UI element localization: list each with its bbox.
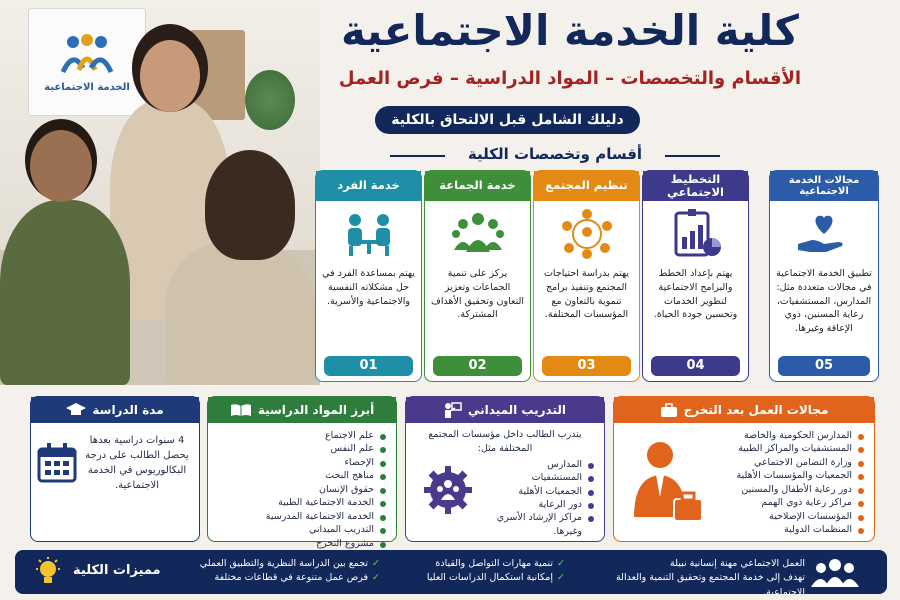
briefcase-icon <box>660 403 678 418</box>
subject-item: مشروع التخرج <box>214 537 386 550</box>
job-item: المستشفيات والمراكز الطبية <box>710 442 864 455</box>
dept-card-description: يهتم بدراسة احتياجات المجتمع وتنفيذ برامج تنموية بالتعاون مع المؤسسات المختلفة. <box>543 268 629 321</box>
dept-card-title: تنظيم المجتمع <box>534 171 639 201</box>
subjects-panel <box>207 396 397 549</box>
duration-text: 4 سنوات دراسية بعدها يحصل الطالب على درجة البكالوريوس في الخدمة الاجتماعية. <box>85 435 189 491</box>
calendar-icon <box>37 443 77 483</box>
dept-card-description: يهتم بإعداد الخطط والبرامج الاجتماعية لتطوير الخدمات وتحسين جودة الحياة. <box>653 268 738 321</box>
student-figure-right <box>165 240 315 385</box>
page-subtitle: الأقسام والتخصصات – المواد الدراسية – فرص العمل <box>338 68 802 89</box>
job-item: دور رعاية الأطفال والمسنين <box>710 483 864 496</box>
instructor-head <box>140 40 200 112</box>
counseling-icon <box>339 210 399 258</box>
student-figure-left <box>0 200 130 385</box>
sections-heading: أقسام وتخصصات الكلية <box>390 145 720 163</box>
subjects-list <box>208 423 396 550</box>
subject-item: حقوق الإنسان <box>214 483 386 496</box>
subject-item: الخدمة الاجتماعية المدرسية <box>214 510 386 523</box>
training-item: مراكز الإرشاد الأسري وغيرها. <box>480 511 594 538</box>
panel-title: أبرز المواد الدراسية <box>257 403 375 417</box>
planning-chart-icon <box>668 209 724 259</box>
dept-card-number: 03 <box>542 356 631 376</box>
check-icon: ✓ <box>372 558 380 569</box>
dept-card-description: يركز على تنمية الجماعات وتعزيز التعاون وتحقيق الأهداف المشتركة. <box>431 268 524 321</box>
dept-card-title: خدمة الجماعة <box>425 171 530 201</box>
panel-title: مدة الدراسة <box>92 403 164 417</box>
people-group-icon <box>811 557 859 587</box>
feature-item: تنمية مهارات التواصل والقيادة <box>435 558 554 569</box>
dept-card-number: 02 <box>433 356 522 376</box>
dept-card-community <box>533 170 640 382</box>
jobs-panel <box>613 396 875 542</box>
heart-hand-icon <box>794 210 854 258</box>
poster-text: الخدمة الاجتماعية <box>44 81 130 93</box>
features-intro-line1: العمل الاجتماعي مهنة إنسانية نبيلة <box>670 558 805 569</box>
job-item: مراكز رعاية ذوي الهمم <box>710 496 864 509</box>
dept-card-description: تطبيق الخدمة الاجتماعية في مجالات متعددة مثل: المدارس، المستشفيات، رعاية المسنين، ذوي الإعاقة وغيرها. <box>776 268 872 335</box>
dept-card-planning <box>642 170 749 382</box>
job-item: المدارس الحكومية والخاصة <box>710 429 864 442</box>
open-book-icon <box>230 403 252 417</box>
presenter-icon <box>444 402 462 418</box>
job-item: المؤسسات الإصلاحية <box>710 510 864 523</box>
dept-card-group <box>424 170 531 382</box>
dept-card-title: مجالات الخدمة الاجتماعية <box>770 171 878 201</box>
job-item: وزارة التضامن الاجتماعي <box>710 456 864 469</box>
feature-item: فرص عمل متنوعة في قطاعات مختلفة <box>214 572 369 584</box>
duration-panel <box>30 396 200 542</box>
training-panel <box>405 396 605 542</box>
subject-item: علم النفس <box>214 442 386 455</box>
features-title: مميزات الكلية <box>73 563 161 578</box>
training-item: دور الرعاية <box>480 498 594 511</box>
dept-card-title: التخطيط الاجتماعي <box>643 171 748 201</box>
gear-team-icon <box>422 464 474 516</box>
feature-item: تجمع بين الدراسة النظرية والتطبيق العملي <box>199 558 369 569</box>
panel-title: مجالات العمل بعد التخرج <box>683 403 829 417</box>
plant <box>245 70 295 130</box>
feature-item: إمكانية استكمال الدراسات العليا <box>426 572 554 584</box>
page-title: كلية الخدمة الاجتماعية <box>341 6 799 55</box>
guide-banner: دليلك الشامل قبل الالتحاق بالكلية <box>375 106 640 134</box>
community-network-icon <box>557 208 617 260</box>
businessman-icon <box>630 437 704 533</box>
wall-poster <box>28 8 146 116</box>
job-item: الجمعيات والمؤسسات الأهلية <box>710 469 864 482</box>
dept-card-fields <box>769 170 879 382</box>
check-icon: ✓ <box>557 572 565 584</box>
panel-title: التدريب الميداني <box>468 403 566 417</box>
dept-card-number: 04 <box>651 356 740 376</box>
subject-item: الخدمة الاجتماعية الطبية <box>214 496 386 509</box>
check-icon: ✓ <box>557 558 565 569</box>
training-list <box>474 456 604 539</box>
features-intro-line2: تهدف إلى خدمة المجتمع وتحقيق التنمية والعدالة الاجتماعية. <box>615 572 805 598</box>
training-item: الجمعيات الأهلية <box>480 485 594 498</box>
dept-card-description: يهتم بمساعدة الفرد في حل مشكلاته النفسية والاجتماعية والأسرية. <box>322 268 415 307</box>
student-head-right <box>205 150 295 260</box>
training-item: المدارس <box>480 458 594 471</box>
classroom-photo <box>0 0 320 385</box>
jobs-list <box>704 423 874 537</box>
dept-card-number: 05 <box>778 356 870 376</box>
group-icon <box>448 210 508 258</box>
features-bar <box>15 550 887 598</box>
student-head-left <box>30 130 92 202</box>
training-intro: يتدرب الطالب داخل مؤسسات المجتمع المختلفة مثل: <box>428 429 582 454</box>
graduation-cap-icon <box>66 403 86 417</box>
people-logo-icon <box>57 32 117 76</box>
subject-item: مناهج البحث <box>214 469 386 482</box>
dept-card-individual <box>315 170 422 382</box>
training-item: المستشفيات <box>480 471 594 484</box>
dept-card-title: خدمة الفرد <box>316 171 421 201</box>
job-item: المنظمات الدولية <box>710 523 864 536</box>
dept-card-number: 01 <box>324 356 413 376</box>
subject-item: التدريب الميداني <box>214 523 386 536</box>
lightbulb-icon <box>35 557 61 587</box>
subject-item: علم الاجتماع <box>214 429 386 442</box>
check-icon: ✓ <box>372 572 380 584</box>
subject-item: الإحصاء <box>214 456 386 469</box>
